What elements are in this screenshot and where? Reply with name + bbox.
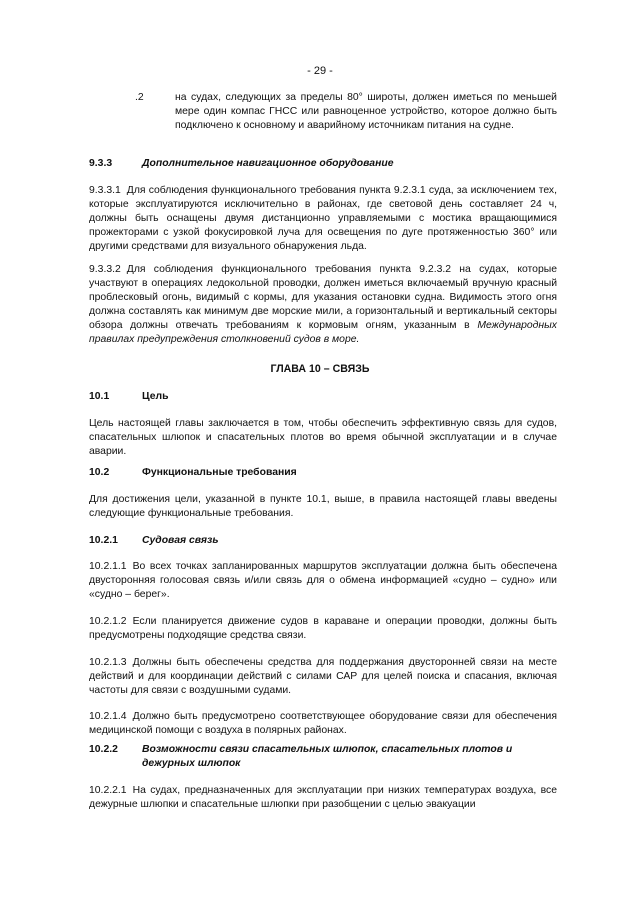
heading-number: 9.3.3 [89,158,113,169]
paragraph-text: Если планируется движение судов в караване и операции проводки, должны быть предусмотрены подходящие средства связи. [89,616,557,642]
page-number: - 29 - [307,65,333,77]
heading-title: Функциональные требования [142,467,297,478]
paragraph-number: 10.2.1.4 [89,711,127,722]
list-item-number: .2 [135,92,144,103]
paragraph-9-3-3-1 [89,184,557,254]
paragraph-10-1: Цель настоящей главы заключается в том, чтобы обеспечить эффективную связь для судов, спасательных шлюпок и спасательных плотов во время обычной эксплуатации и в случае аварии. [89,418,557,458]
paragraph-text: Во всех точках запланированных маршрутов эксплуатации должна быть обеспечена двусторонняя голосовая связь и/или связь для о обмена информацией «судно – судно» или «судно – берег». [89,561,557,601]
paragraph-number: 10.2.1.2 [89,616,127,627]
paragraph-text: Должно быть предусмотрено соответствующее оборудование связи для обеспечения медицинской помощи с воздуха в полярных районах. [89,711,557,737]
heading-title: Дополнительное навигационное оборудование [142,158,394,169]
paragraph-number: 9.3.3.1 [89,185,121,196]
paragraph-number: 9.3.3.2 [89,264,121,275]
heading-number: 10.1 [89,391,110,402]
paragraph-9-3-3-2 [89,263,557,348]
heading-number: 10.2.2 [89,744,118,755]
paragraph-italic-reference: Международных правилах предупреждения столкновений судов в море. [89,320,557,346]
paragraph-number: 10.2.2.1 [89,785,127,796]
heading-number: 10.2.1 [89,535,118,546]
paragraph-10-2-1-3 [89,656,557,698]
paragraph-10-2-1-1 [89,560,557,602]
paragraph-number: 10.2.1.1 [89,561,127,572]
paragraph-number: 10.2.1.3 [89,657,127,668]
paragraph-text: На судах, предназначенных для эксплуатации при низких температурах воздуха, все дежурные шлюпки и спасательные шлюпки при разобщении с целью эвакуации [89,785,557,811]
paragraph-text: Для соблюдения функционального требования пункта 9.2.3.2 на судах, которые участвуют в операциях ледокольной проводки, должен иметься включаемый вручную красный проблесковый огонь, видимый с кормы, для указания остановки судна. Видимость этого огня должна составлять как минимум две морские мили, а горизонтальный и вертикальный секторы обзора должны отвечать требованиям к кормовым огням, указанным в [89,264,557,332]
paragraph-10-2-1-4 [89,710,557,738]
paragraph-10-2-1-2 [89,615,557,643]
heading-10-2-2 [89,743,557,772]
heading-number: 10.2 [89,467,110,478]
paragraph-10-2: Для достижения цели, указанной в пункте 10.1, выше, в правила настоящей главы введены следующие функциональные требования. [89,494,557,520]
heading-title: Судовая связь [142,535,219,546]
paragraph-text: Должны быть обеспечены средства для поддержания двусторонней связи на месте действий и для координации действий с силами САР для целей поиска и спасания, включая частоты для связи с воздушными судами. [89,657,557,697]
list-item-text: на судах, следующих за пределы 80° широты, должен иметься по меньшей мере один компас ГНСС или равноценное устройство, которое должно быть подключено к основному и аварийному источникам питания на судне. [175,92,557,132]
paragraph-10-2-2-1 [89,784,557,812]
heading-title: Цель [142,391,169,402]
heading-title: Возможности связи спасательных шлюпок, спасательных плотов и дежурных шлюпок [142,744,513,770]
chapter-title: ГЛАВА 10 – СВЯЗЬ [270,363,370,375]
paragraph-text: Для соблюдения функционального требования пункта 9.2.3.1 суда, за исключением тех, которые эксплуатируются исключительно в районах, где световой день составляет 24 ч, должны быть оснащены двумя дистанционно управляемыми с мостика вращающимися прожекторами с узкой фокусировкой луча для освещения по дуге протяженностью 360° или другими средствами для визуального обнаружения льда. [89,185,557,253]
